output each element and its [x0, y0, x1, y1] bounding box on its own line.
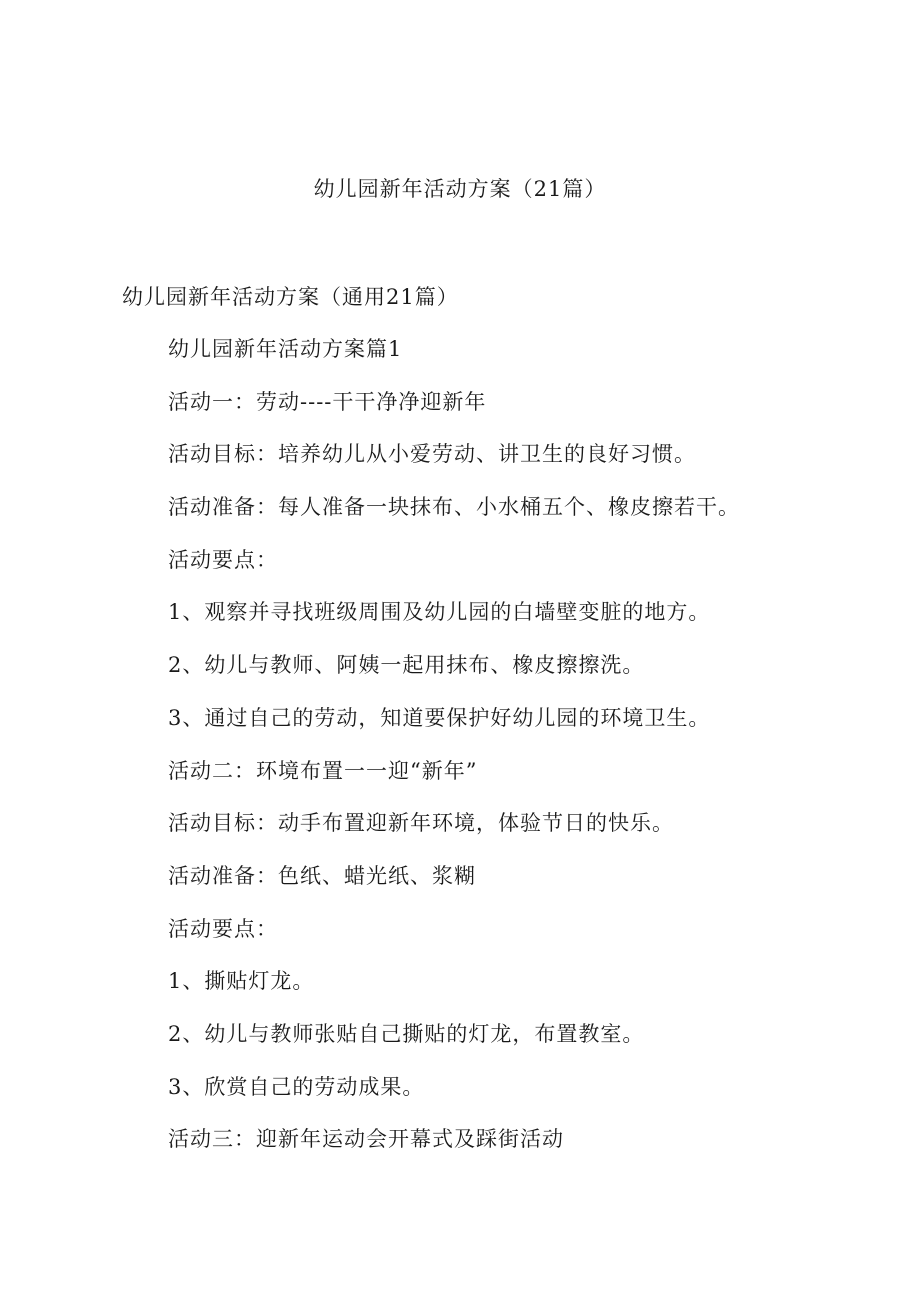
paragraph-line: 活动准备：色纸、蜡光纸、浆糊 — [168, 863, 476, 888]
document-body — [168, 334, 888, 1177]
paragraph-line: 活动目标：培养幼儿从小爱劳动、讲卫生的良好习惯。 — [168, 442, 696, 467]
paragraph-line: 2、幼儿与教师张贴自己撕贴的灯龙，布置教室。 — [168, 1021, 645, 1046]
paragraph-line: 1、撕贴灯龙。 — [168, 969, 315, 994]
paragraph-line: 活动要点： — [168, 916, 278, 941]
activity-heading: 活动一：劳动----干干净净迎新年 — [168, 389, 487, 414]
document-title: 幼儿园新年活动方案（21篇） — [313, 177, 607, 201]
paragraph-line: 3、欣赏自己的劳动成果。 — [168, 1074, 425, 1099]
paragraph-line: 活动目标：动手布置迎新年环境，体验节日的快乐。 — [168, 811, 674, 836]
paragraph-line: 1、观察并寻找班级周围及幼儿园的白墙壁变脏的地方。 — [168, 600, 711, 625]
paragraph-line: 3、通过自己的劳动，知道要保护好幼儿园的环境卫生。 — [168, 705, 711, 730]
paragraph-line: 2、幼儿与教师、阿姨一起用抹布、橡皮擦擦洗。 — [168, 653, 645, 678]
paragraph-line: 活动准备：每人准备一块抹布、小水桶五个、橡皮擦若干。 — [168, 495, 740, 520]
activity-heading: 活动二：环境布置一一迎“新年” — [168, 758, 478, 783]
paragraph-line: 活动要点： — [168, 547, 278, 572]
document-subtitle: 幼儿园新年活动方案（通用21篇） — [122, 285, 459, 309]
activity-heading: 活动三：迎新年运动会开幕式及踩街活动 — [168, 1127, 564, 1152]
section-heading: 幼儿园新年活动方案篇1 — [168, 337, 403, 361]
